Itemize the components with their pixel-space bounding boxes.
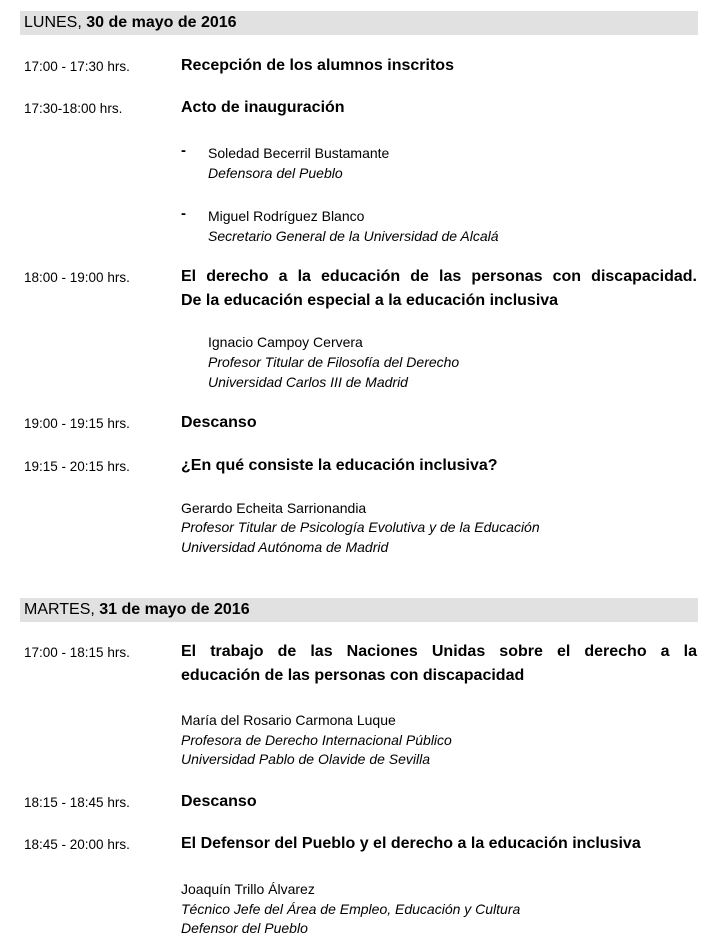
session-title: ¿En qué consiste la educación inclusiva? — [181, 457, 498, 474]
speaker-role: Secretario General de la Universidad de Alcalá — [208, 228, 499, 244]
session-time: 17:30-18:00 hrs. — [24, 101, 123, 116]
session-time: 18:45 - 20:00 hrs. — [24, 837, 130, 852]
day-title — [24, 601, 250, 619]
speaker-role: Profesora de Derecho Internacional Público — [181, 732, 452, 748]
session-title-line: De la educación especial a la educación inclusiva — [181, 292, 559, 309]
session-title-line: educación de las personas con discapacidad — [181, 667, 525, 684]
session-time: 17:00 - 18:15 hrs. — [24, 645, 130, 660]
speaker-name: Soledad Becerril Bustamante — [208, 145, 390, 161]
speaker-name: Miguel Rodríguez Blanco — [208, 208, 365, 224]
speaker-affiliation: Defensor del Pueblo — [181, 920, 308, 936]
day-header-lunes — [20, 11, 698, 35]
day-date: 30 de mayo de 2016 — [86, 14, 237, 31]
day-date: 31 de mayo de 2016 — [99, 601, 250, 618]
session-title-line: El trabajo de las Naciones Unidas sobre el derecho a la — [181, 643, 697, 660]
session-title-line: El derecho a la educación de las personas con discapacidad. — [181, 268, 697, 285]
day-weekday: MARTES, — [24, 601, 95, 618]
session-title: Descanso — [181, 414, 257, 431]
bullet-dash: - — [181, 142, 186, 159]
speaker-affiliation: Universidad Autónoma de Madrid — [181, 539, 389, 555]
day-weekday: LUNES, — [24, 14, 82, 31]
session-title: El Defensor del Pueblo y el derecho a la educación inclusiva — [181, 835, 641, 852]
session-time: 17:00 - 17:30 hrs. — [24, 59, 130, 74]
session-time: 19:15 - 20:15 hrs. — [24, 459, 130, 474]
session-time: 18:00 - 19:00 hrs. — [24, 270, 130, 285]
speaker-role: Profesor Titular de Psicología Evolutiva y de la Educación — [181, 519, 540, 535]
session-time: 19:00 - 19:15 hrs. — [24, 416, 130, 431]
speaker-name: Joaquín Trillo Álvarez — [181, 881, 315, 897]
session-title: Recepción de los alumnos inscritos — [181, 57, 454, 74]
bullet-dash: - — [181, 205, 186, 222]
day-title — [24, 14, 237, 32]
speaker-name: María del Rosario Carmona Luque — [181, 712, 396, 728]
speaker-role: Defensora del Pueblo — [208, 165, 343, 181]
speaker-role: Profesor Titular de Filosofía del Derecho — [208, 354, 460, 370]
speaker-affiliation: Universidad Pablo de Olavide de Sevilla — [181, 751, 431, 767]
day-header-martes — [20, 598, 698, 622]
speaker-name: Gerardo Echeita Sarrionandia — [181, 500, 367, 516]
session-title: Acto de inauguración — [181, 99, 345, 116]
speaker-affiliation: Universidad Carlos III de Madrid — [208, 374, 408, 390]
session-title: Descanso — [181, 793, 257, 810]
session-time: 18:15 - 18:45 hrs. — [24, 795, 130, 810]
speaker-role: Técnico Jefe del Área de Empleo, Educación y Cultura — [181, 901, 521, 917]
speaker-name: Ignacio Campoy Cervera — [208, 334, 363, 350]
